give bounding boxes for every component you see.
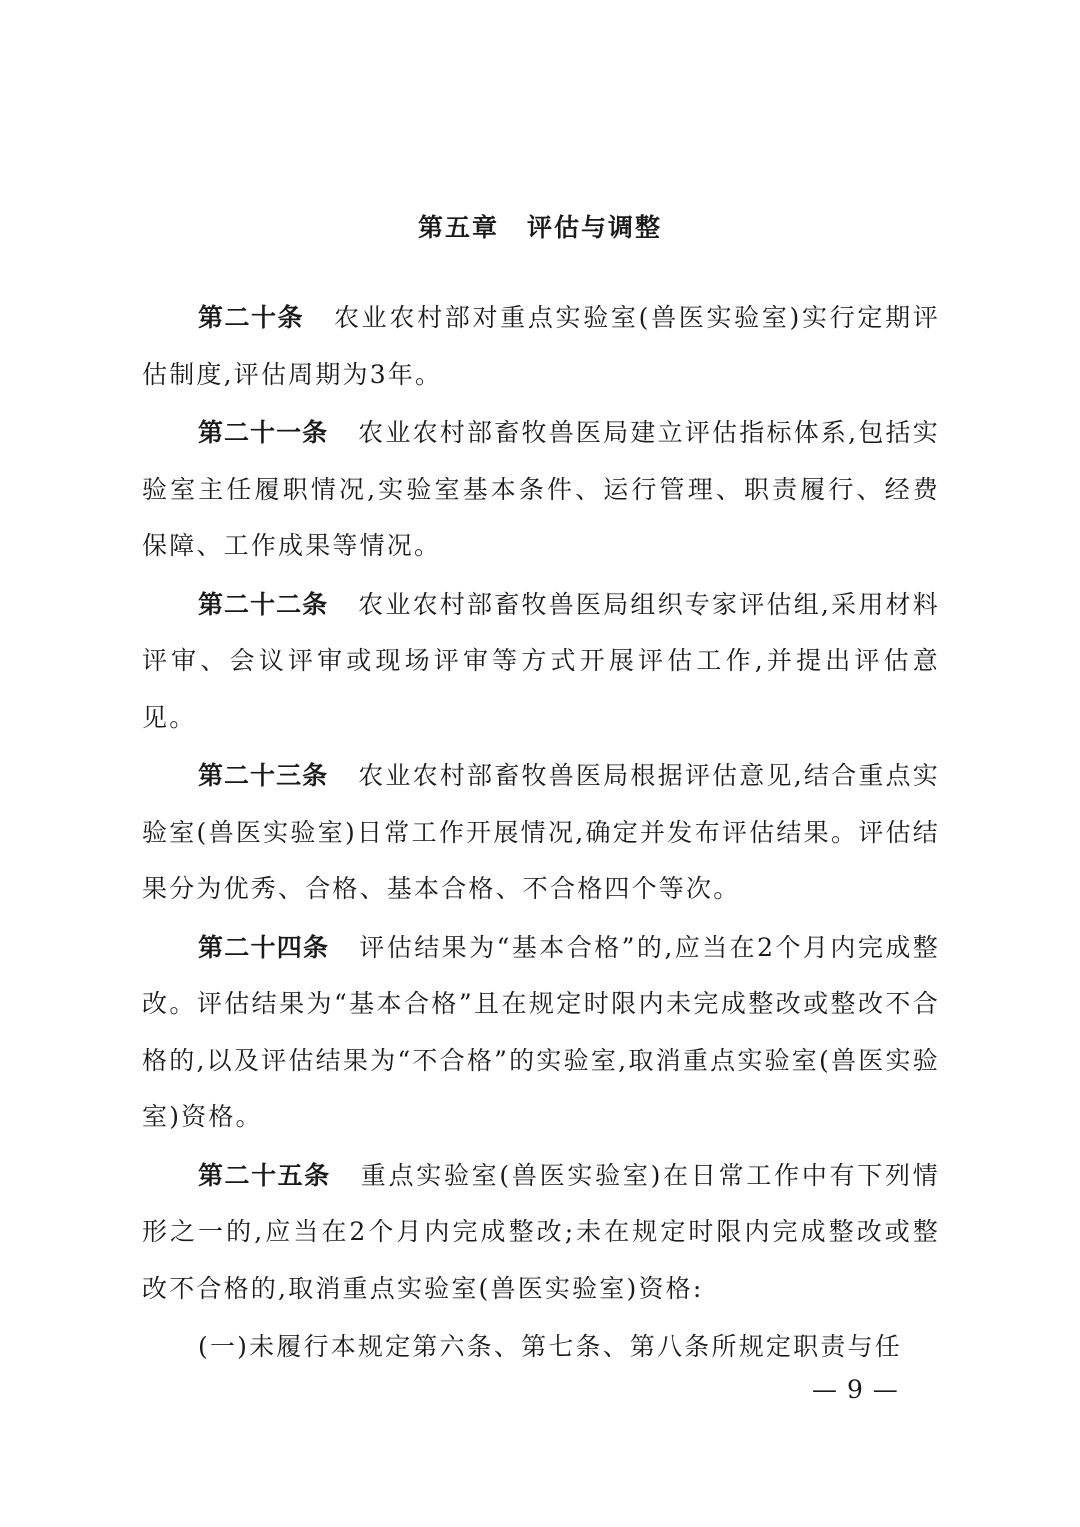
article-number: 第二十四条 <box>198 932 330 962</box>
chapter-number: 第五章 <box>417 213 499 242</box>
article-text: 农业农村部对重点实验室(兽医实验室)实行定期评估制度,评估周期为3年。 <box>142 303 940 389</box>
article-text: 农业农村部畜牧兽医局建立评估指标体系,包括实验室主任履职情况,实验室基本条件、运行管理、职责履行、经费保障、工作成果等情况。 <box>142 418 940 560</box>
article-25 <box>142 1148 940 1318</box>
chapter-title <box>0 208 1080 244</box>
article-number: 第二十一条 <box>198 418 329 447</box>
article-text: 农业农村部畜牧兽医局根据评估意见,结合重点实验室(兽医实验室)日常工作开展情况,确定并发布评估结果。评估结果分为优秀、合格、基本合格、不合格四个等次。 <box>142 761 940 903</box>
article-text: 评估结果为“基本合格”的,应当在2个月内完成整改。评估结果为“基本合格”且在规定时限内未完成整改或整改不合格的,以及评估结果为“不合格”的实验室,取消重点实验室(兽医实验室)资格。 <box>142 932 940 1131</box>
articles-body <box>142 290 940 1378</box>
article-text: 农业农村部畜牧兽医局组织专家评估组,采用材料评审、会议评审或现场评审等方式开展评估工作,并提出评估意见。 <box>142 589 940 732</box>
article-number: 第二十二条 <box>198 589 329 619</box>
article-20 <box>142 290 940 403</box>
article-22 <box>142 577 940 747</box>
article-24 <box>142 920 940 1146</box>
item-text: (一)未履行本规定第六条、第七条、第八条所规定职责与任 <box>198 1332 902 1361</box>
article-number: 第二十五条 <box>198 1160 331 1190</box>
article-number: 第二十条 <box>198 303 304 332</box>
chapter-name: 评估与调整 <box>527 213 663 242</box>
article-text: 重点实验室(兽医实验室)在日常工作中有下列情形之一的,应当在2个月内完成整改;未在规定时限内完成整改或整改不合格的,取消重点实验室(兽医实验室)资格: <box>142 1160 940 1303</box>
page-number: — 9 — <box>812 1375 899 1404</box>
article-21 <box>142 405 940 575</box>
article-23 <box>142 748 940 918</box>
article-25-item-1 <box>142 1319 940 1376</box>
article-number: 第二十三条 <box>198 761 329 790</box>
